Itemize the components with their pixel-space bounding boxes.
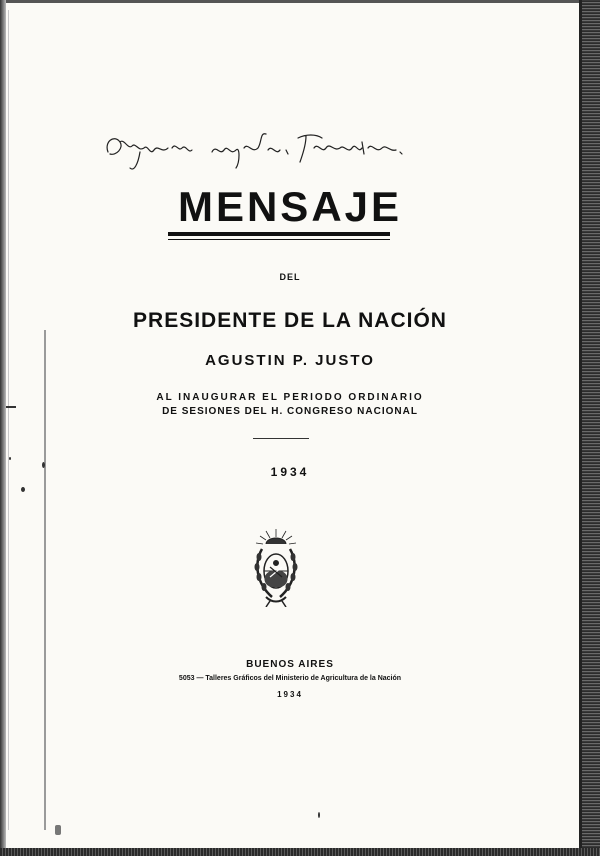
imprint-printer: 5053 — Talleres Gráficos del Ministerio de Agricultura de la Nación — [178, 675, 402, 682]
author-name: AGUSTIN P. JUSTO — [205, 352, 375, 369]
scan-edge-top — [0, 0, 600, 3]
scan-margin-line — [8, 10, 9, 830]
connector-text: DEL — [279, 272, 301, 282]
document-year: 1934 — [270, 465, 310, 479]
imprint-city: BUENOS AIRES — [246, 659, 334, 670]
scan-edge-right — [582, 0, 600, 856]
section-divider — [253, 438, 309, 439]
occasion-line-2: DE SESIONES DEL H. CONGRESO NACIONAL — [162, 406, 418, 417]
scan-edge-left — [0, 0, 6, 856]
imprint-year: 1934 — [277, 690, 303, 699]
occasion-line-1: AL INAUGURAR EL PERIODO ORDINARIO — [156, 392, 424, 403]
subtitle: PRESIDENTE DE LA NACIÓN — [133, 309, 447, 332]
title-rule-thick — [168, 232, 390, 236]
title-rule-thin — [168, 239, 390, 240]
argentine-coat-of-arms-icon — [252, 527, 300, 607]
scan-edge-bottom — [0, 848, 600, 856]
handwritten-note — [100, 112, 410, 182]
document-title: MENSAJE — [177, 183, 403, 230]
scan-margin-line-dark — [44, 330, 46, 830]
